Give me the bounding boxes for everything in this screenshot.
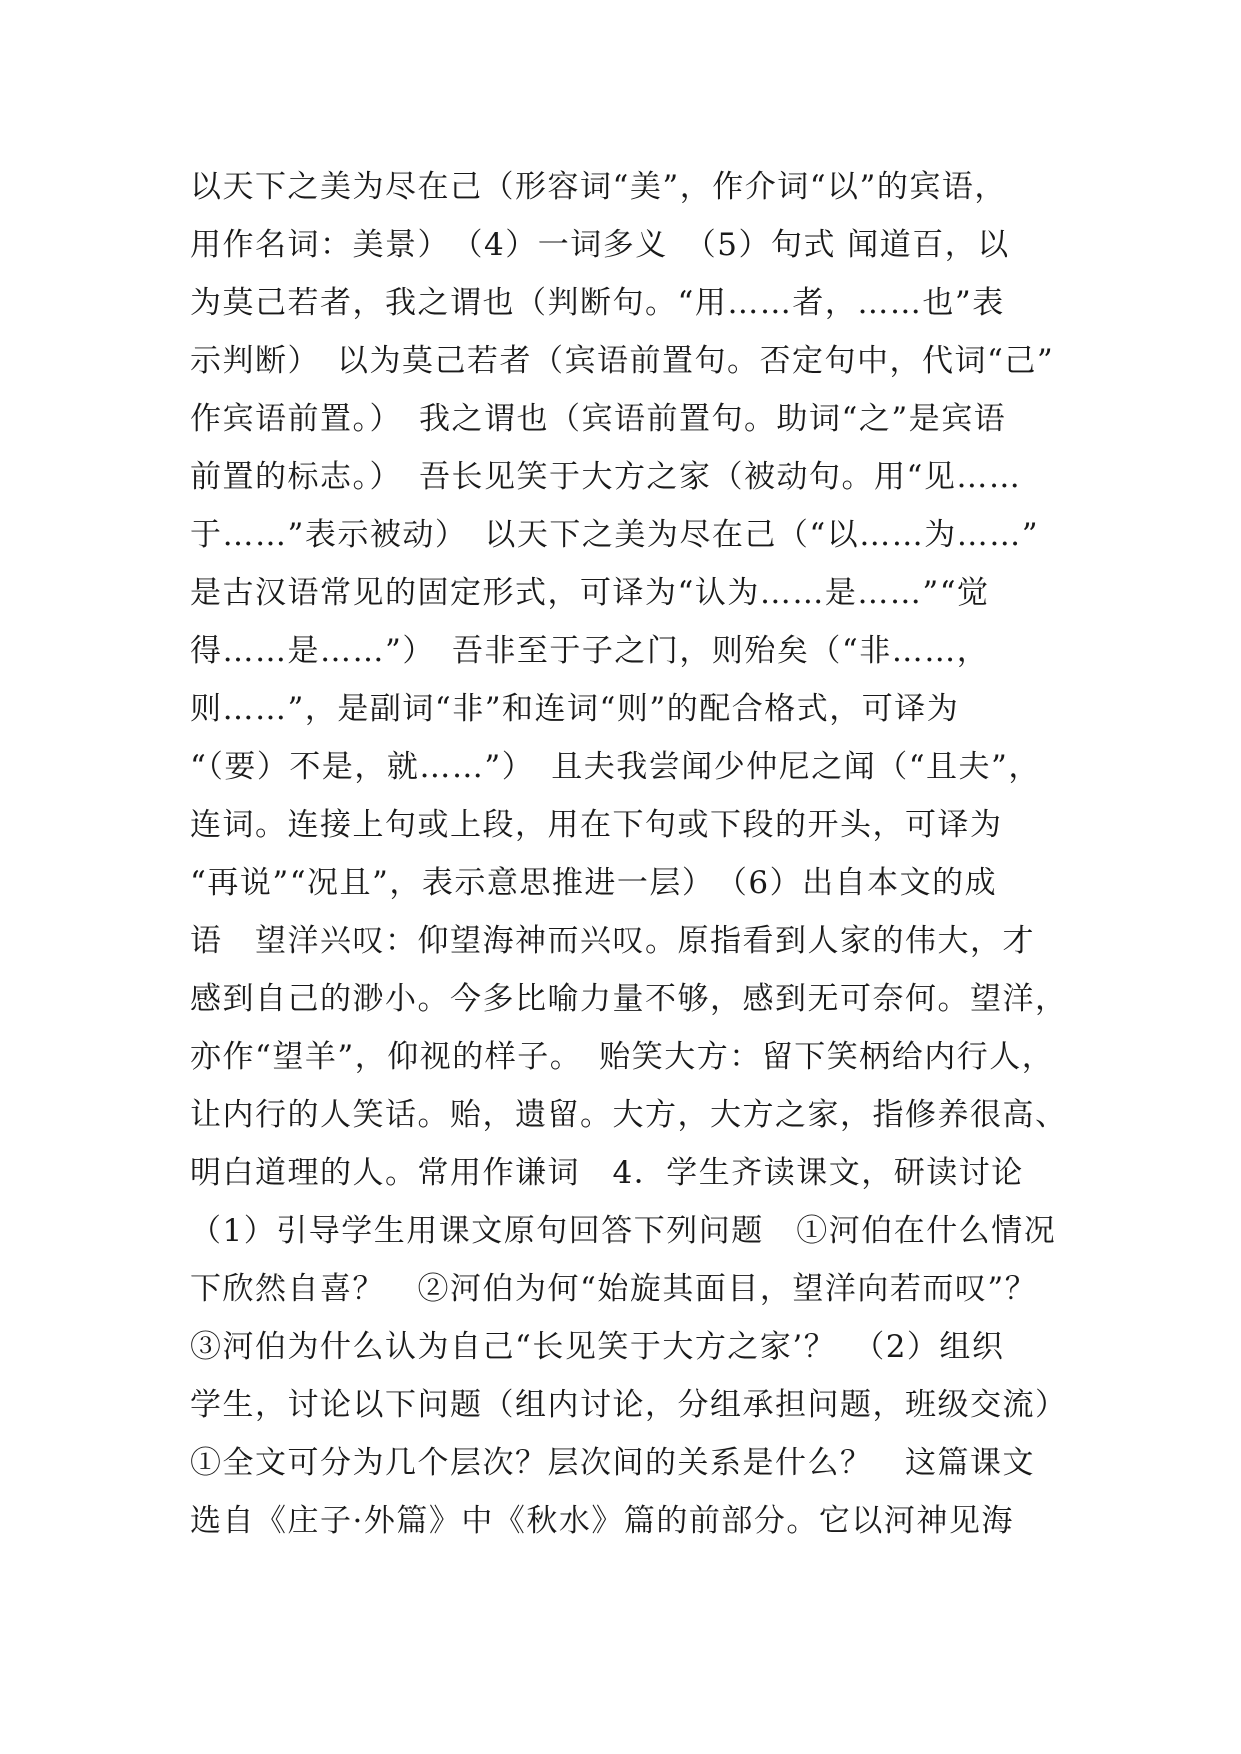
text-line: “（要）不是，就……”） 且夫我尝闻少仲尼之闻（“且夫”，: [190, 749, 1041, 785]
text-line: 语 望洋兴叹：仰望海神而兴叹。原指看到人家的伟大，才: [190, 923, 1035, 959]
text-line: 选自《庄子·外篇》中《秋水》篇的前部分。它以河神见海: [190, 1503, 1014, 1539]
text-line: 用作名词：美景） （4）一词多义 （5）句式 闻道百，以: [190, 227, 1010, 263]
body-text: [190, 158, 1070, 1550]
text-line: “再说”“况且”，表示意思推进一层） （6）出自本文的成: [190, 865, 998, 901]
text-line: 是古汉语常见的固定形式，可译为“认为……是……”“觉: [190, 575, 990, 611]
text-line: ③河伯为什么认为自己“长见笑于大方之家’？ （2）组织: [190, 1329, 1005, 1365]
text-line: 得……是……”） 吾非至于子之门，则殆矣（“非……，: [190, 633, 990, 669]
text-line: 亦作“望羊”，仰视的样子。 贻笑大方：留下笑柄给内行人，: [190, 1039, 1055, 1075]
text-line: 示判断） 以为莫己若者（宾语前置句。否定句中，代词“己”: [190, 343, 1055, 379]
text-line: ①全文可分为几个层次？层次间的关系是什么？ 这篇课文: [190, 1445, 1035, 1481]
text-line: 连词。连接上句或上段，用在下句或下段的开头，可译为: [190, 807, 1003, 843]
text-line: 以天下之美为尽在己（形容词“美”，作介词“以”的宾语，: [190, 169, 1007, 205]
text-line: 则……”，是副词“非”和连词“则”的配合格式，可译为: [190, 691, 960, 727]
text-line: （1）引导学生用课文原句回答下列问题 ①河伯在什么情况: [190, 1213, 1057, 1249]
text-line: 为莫己若者，我之谓也（判断句。“用……者，……也”表: [190, 285, 1005, 321]
text-line: 让内行的人笑话。贻，遗留。大方，大方之家，指修养很高、: [190, 1097, 1068, 1133]
text-line: 于……”表示被动） 以天下之美为尽在己（“以……为……”: [190, 517, 1040, 553]
text-line: 下欣然自喜？ ②河伯为何“始旋其面目，望洋向若而叹”？: [190, 1271, 1038, 1307]
text-line: 学生，讨论以下问题（组内讨论，分组承担问题，班级交流）: [190, 1387, 1068, 1423]
text-line: 明白道理的人。常用作谦词 4．学生齐读课文，研读讨论: [190, 1155, 1024, 1191]
text-line: 感到自己的渺小。今多比喻力量不够，感到无可奈何。望洋，: [190, 981, 1068, 1017]
text-line: 作宾语前置。） 我之谓也（宾语前置句。助词“之”是宾语: [190, 401, 1007, 437]
text-line: 前置的标志。） 吾长见笑于大方之家（被动句。用“见……: [190, 459, 1022, 495]
